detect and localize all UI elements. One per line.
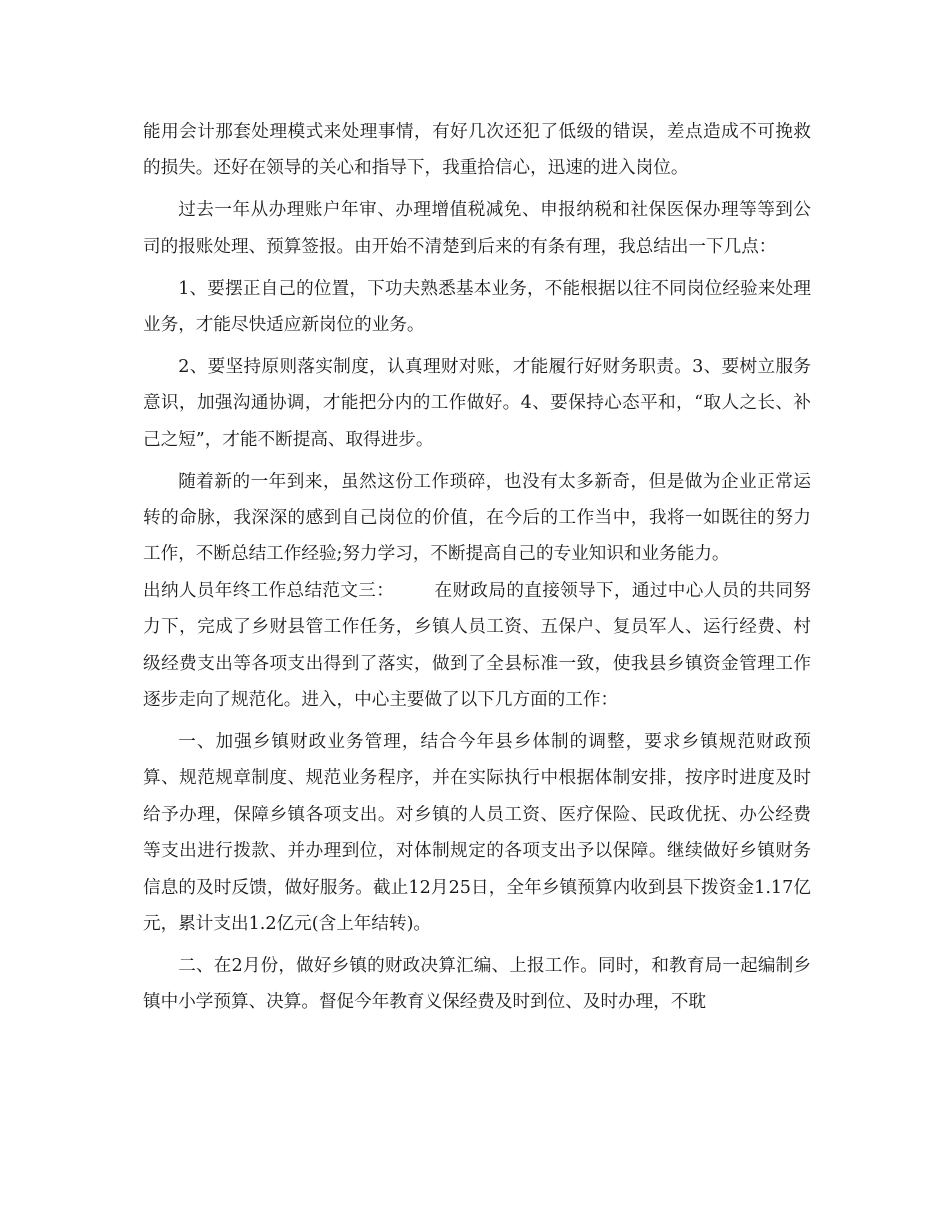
paragraph-summary-intro: 过去一年从办理账户年审、办理增值税减免、申报纳税和社保医保办理等等到公司的报账处理、预算签报。由开始不清楚到后来的有条有理，我总结出一下几点： xyxy=(143,200,811,257)
paragraph-outlook: 随着新的一年到来，虽然这份工作琐碎，也没有太多新奇，但是做为企业正常运转的命脉，我深深的感到自己岗位的价值，在今后的工作当中，我将一如既往的努力工作，不断总结工作经验;努力学习，不断提高自己的专业知识和业务能力。 xyxy=(143,471,811,565)
paragraph-section-three xyxy=(143,573,811,719)
paragraph-continuation: 能用会计那套处理模式来处理事情，有好几次还犯了低级的错误，差点造成不可挽救的损失。还好在领导的关心和指导下，我重拾信心，迅速的进入岗位。 xyxy=(143,122,811,179)
paragraph-points-2-4: 2、要坚持原则落实制度，认真理财对账，才能履行好财务职责。3、要树立服务意识，加强沟通协调，才能把分内的工作做好。4、要保持心态平和，“取人之长、补己之短”，才能不断提高、取得进步。 xyxy=(143,356,811,450)
section-intro-text: 在财政局的直接领导下，通过中心人员的共同努力下，完成了乡财县管工作任务，乡镇人员工资、五保户、复员军人、运行经费、村级经费支出等各项支出得到了落实，做到了全县标准一致，使我县乡镇资金管理工作逐步走向了规范化。进入，中心主要做了以下几方面的工作： xyxy=(143,580,811,711)
paragraph-item-1: 一、加强乡镇财政业务管理，结合今年县乡体制的调整，要求乡镇规范财政预算、规范规章制度、规范业务程序，并在实际执行中根据体制安排，按序时进度及时给予办理，保障乡镇各项支出。对乡镇的人员工资、医疗保险、民政优抚、办公经费等支出进行拨款、并办理到位，对体制规定的各项支出予以保障。继续做好乡镇财务信息的及时反馈，做好服务。截止12月25日，全年乡镇预算内收到县下拨资金1.17亿元，累计支出1.2亿元(含上年结转)。 xyxy=(143,732,811,935)
paragraph-point-1: 1、要摆正自己的位置，下功夫熟悉基本业务，不能根据以往不同岗位经验来处理业务，才能尽快适应新岗位的业务。 xyxy=(143,278,811,336)
document-body xyxy=(143,114,811,1026)
paragraph-item-2: 二、在2月份，做好乡镇的财政决算汇编、上报工作。同时，和教育局一起编制乡镇中小学预算、决算。督促今年教育义保经费及时到位、及时办理，不耽 xyxy=(143,955,811,1013)
section-title: 出纳人员年终工作总结范文三： xyxy=(143,580,395,601)
